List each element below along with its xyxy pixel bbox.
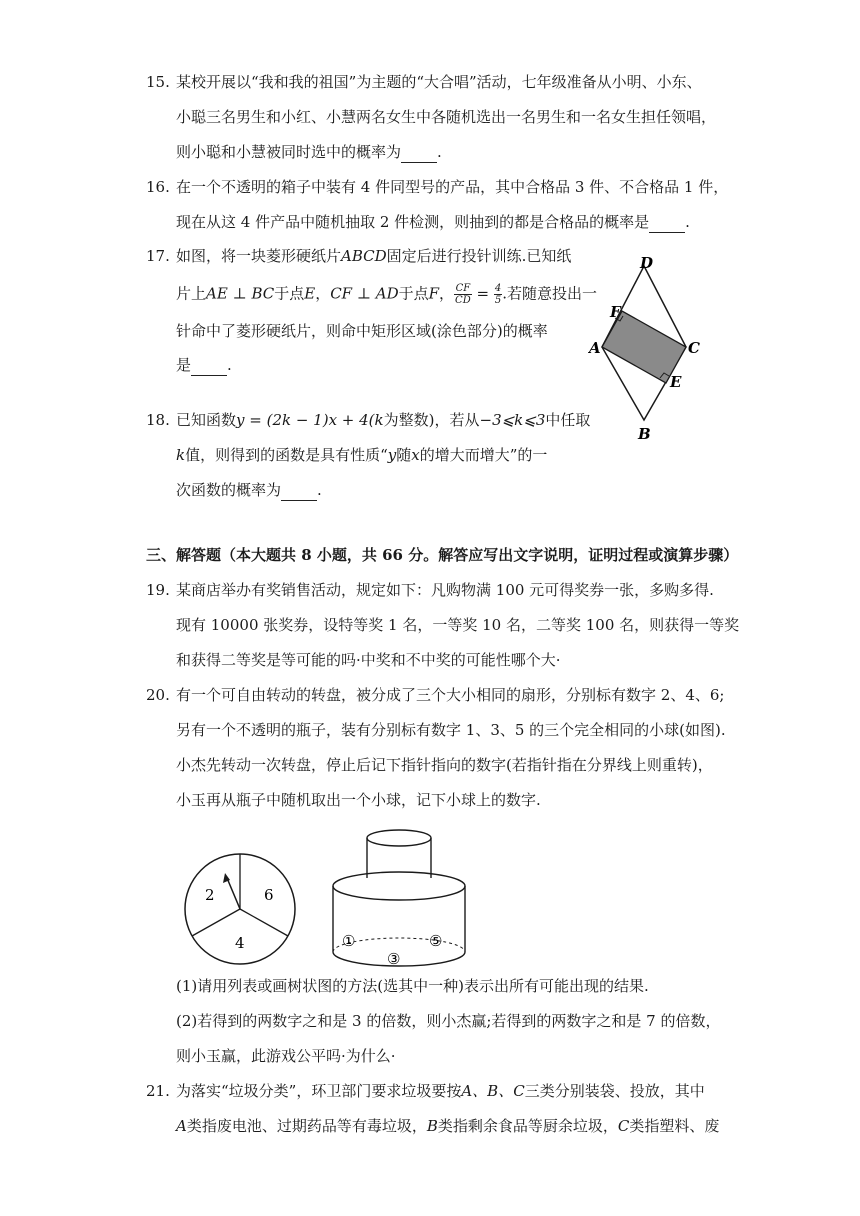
answer-blank[interactable] xyxy=(649,212,685,233)
spinner-figure xyxy=(182,843,308,969)
question-number: 15. xyxy=(146,73,170,91)
question-number: 17. xyxy=(146,247,170,265)
question-text: 在一个不透明的箱子中装有 4 件同型号的产品，其中合格品 3 件、不合格品 1 件， xyxy=(176,178,729,196)
question-text: A类指废电池、过期药品等有毒垃圾，B类指剩余食品等厨余垃圾，C类指塑料、废 xyxy=(176,1117,720,1135)
question-text: 针命中了菱形硬纸片，则命中矩形区域(涂色部分)的概率 xyxy=(176,322,548,340)
question-text: 小玉再从瓶子中随机取出一个小球，记下小球上的数字. xyxy=(176,791,541,809)
question-text: 和获得二等奖是等可能的吗·中奖和不中奖的可能性哪个大· xyxy=(176,651,561,669)
question-text: 小聪三名男生和小红、小慧两名女生中各随机选出一名男生和一名女生担任领唱， xyxy=(176,108,717,126)
question-text: 小杰先转动一次转盘，停止后记下指针指向的数字(若指针指在分界线上则重转)， xyxy=(176,756,713,774)
question-text: 是 . xyxy=(176,356,232,374)
fraction-four-fifths: $\frac{4}{5}$ xyxy=(494,283,502,306)
bottle-shoulder xyxy=(333,872,465,900)
question-text: 现在从这 4 件产品中随机抽取 2 件检测，则抽到的都是合格品的概率是 . xyxy=(176,213,690,231)
question-text: 为落实“垃圾分类”，环卫部门要求垃圾要按A、B、C三类分别装袋、投放，其中 xyxy=(176,1082,705,1100)
label-e: E xyxy=(670,373,682,391)
question-text: k值，则得到的函数是具有性质“y随x的增大而增大”的一 xyxy=(176,446,548,464)
sub-question: (2)若得到的两数字之和是 3 的倍数，则小杰赢;若得到的两数字之和是 7 的倍数， xyxy=(176,1012,721,1030)
question-text: 某校开展以“我和我的祖国”为主题的“大合唱”活动，七年级准备从小明、小东、 xyxy=(176,73,702,91)
question-number: 19. xyxy=(146,581,170,599)
question-text: 则小聪和小慧被同时选中的概率为 . xyxy=(176,143,442,161)
question-number: 18. xyxy=(146,411,170,429)
question-text: 如图，将一块菱形硬纸片ABCD固定后进行投针训练.已知纸 xyxy=(176,247,572,265)
label-a: A xyxy=(589,339,601,357)
question-text: 另有一个不透明的瓶子，装有分别标有数字 1、3、5 的三个完全相同的小球(如图). xyxy=(176,721,726,739)
sub-question: 则小玉赢，此游戏公平吗·为什么· xyxy=(176,1047,396,1065)
question-number: 16. xyxy=(146,178,170,196)
sector-label: 6 xyxy=(264,886,274,904)
ball-label: ① xyxy=(342,932,356,950)
label-f: F xyxy=(610,303,621,321)
label-c: C xyxy=(688,339,700,357)
fraction-cf-cd: $\frac{CF}{CD}$ xyxy=(455,283,471,306)
sector-label: 4 xyxy=(235,934,245,952)
answer-blank[interactable] xyxy=(401,142,437,163)
question-text: 片上AE ⊥ BC于点E，CF ⊥ AD于点F， $\frac{CF}{CD}$ = $\frac{4}{5}$ .若随意投出一 xyxy=(176,283,597,306)
bottle-neck-top xyxy=(367,830,431,846)
sub-question: (1)请用列表或画树状图的方法(选其中一种)表示出所有可能出现的结果. xyxy=(176,977,649,995)
question-text: 现有 10000 张奖券，设特等奖 1 名，一等奖 10 名，二等奖 100 名，则获得一等奖 xyxy=(176,616,740,634)
section-heading: 三、解答题（本大题共 8 小题，共 66 分。解答应写出文字说明，证明过程或演算步骤） xyxy=(146,546,739,564)
spinner-divider xyxy=(192,909,240,936)
question-number: 20. xyxy=(146,686,170,704)
label-d: D xyxy=(640,254,654,272)
answer-blank[interactable] xyxy=(191,355,227,376)
question-text: 有一个可自由转动的转盘，被分成了三个大小相同的扇形，分别标有数字 2、4、6; xyxy=(176,686,725,704)
label-b: B xyxy=(638,425,651,443)
sector-label: 2 xyxy=(205,886,215,904)
ball-label: ③ xyxy=(387,950,401,968)
question-text: 已知函数y = (2k − 1)x + 4(k为整数)，若从−3⩽k⩽3中任取 xyxy=(176,411,591,429)
ball-label: ⑤ xyxy=(429,932,443,950)
rhombus-figure xyxy=(588,250,708,445)
question-text: 某商店举办有奖销售活动，规定如下：凡购物满 100 元可得奖券一张，多购多得. xyxy=(176,581,714,599)
answer-blank[interactable] xyxy=(281,480,317,501)
question-text: 次函数的概率为 . xyxy=(176,481,322,499)
bottle-figure xyxy=(326,824,476,974)
spinner-pointer[interactable] xyxy=(227,878,240,909)
question-number: 21. xyxy=(146,1082,170,1100)
spinner-divider xyxy=(240,909,288,936)
